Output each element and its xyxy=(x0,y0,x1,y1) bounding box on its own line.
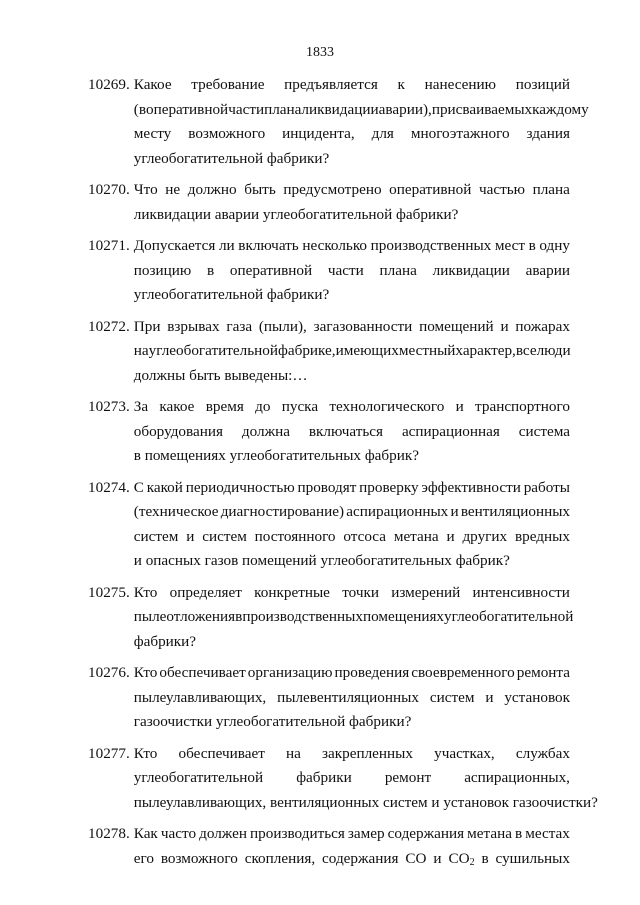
word: местах xyxy=(525,825,570,842)
question-number: 10276. xyxy=(88,664,130,681)
word: производиться xyxy=(250,825,345,842)
word: несколько xyxy=(302,237,368,254)
word: замер xyxy=(347,825,385,842)
word: люди xyxy=(536,342,571,359)
question-number: 10275. xyxy=(88,583,130,601)
question-line xyxy=(134,315,570,340)
question-line xyxy=(134,525,570,550)
word: пылеотложения xyxy=(133,608,236,625)
word: части xyxy=(327,261,364,279)
word: части xyxy=(228,100,265,118)
word: позицию xyxy=(133,261,192,279)
word: характер, xyxy=(455,342,516,359)
question-item xyxy=(88,742,598,816)
word: частью xyxy=(478,181,525,198)
word: на xyxy=(285,744,301,762)
question-number: 10271. xyxy=(88,237,130,254)
word: организацию xyxy=(247,664,333,681)
question-line xyxy=(134,122,570,147)
word: местный xyxy=(398,342,456,359)
word: многоэтажного xyxy=(410,125,510,142)
word: метана xyxy=(393,527,439,545)
word: одну xyxy=(539,237,570,254)
question-line: ликвидации аварии углеобогатительной фабрики? xyxy=(133,205,459,223)
question-line: углеобогатительной фабрики? xyxy=(133,286,330,303)
question-line xyxy=(134,581,570,606)
question-item xyxy=(88,178,570,227)
question-item xyxy=(88,581,574,655)
word: скопления, xyxy=(244,849,316,867)
word: своевременного xyxy=(411,664,515,681)
word: пылеулавливающих, xyxy=(133,688,267,706)
word: (пыли), xyxy=(258,317,307,335)
word: его xyxy=(133,849,154,867)
subscript: 2 xyxy=(469,856,475,868)
word: проводят xyxy=(297,478,357,496)
word: углеобогатительной xyxy=(133,769,264,786)
word: загазованности xyxy=(313,317,413,335)
word: на xyxy=(133,342,149,359)
word: точки xyxy=(342,583,379,601)
word: углеобогатительной xyxy=(444,608,574,625)
question-number: 10274. xyxy=(88,478,130,496)
word: помещений xyxy=(419,317,494,335)
word: Допускается xyxy=(133,237,216,254)
word: технологического xyxy=(329,398,445,415)
question-text xyxy=(134,178,570,227)
word: транспортного xyxy=(475,398,570,415)
question-line xyxy=(134,766,570,791)
word: пылевентиляционных xyxy=(277,688,419,706)
word: плана xyxy=(532,181,570,198)
word: обеспечивает xyxy=(178,744,265,762)
question-line: и опасных газов помещений углеобогатительных фабрик? xyxy=(133,552,510,569)
question-number: 10277. xyxy=(88,744,130,762)
word: ликвидации xyxy=(301,100,379,118)
word: систем xyxy=(202,527,247,545)
word: установок xyxy=(504,688,570,706)
word: службах xyxy=(515,744,570,762)
word: сушильных xyxy=(495,849,570,867)
word: требование xyxy=(191,76,265,93)
word: к xyxy=(397,76,405,93)
question-text xyxy=(134,234,570,308)
word: проверку xyxy=(359,478,419,496)
word: Как xyxy=(133,825,158,842)
word: ли xyxy=(218,237,235,254)
question-line: фабрики? xyxy=(133,632,197,650)
word: фабрике, xyxy=(278,342,336,359)
word: до xyxy=(255,398,271,415)
word: (техническое xyxy=(133,503,219,520)
word: для xyxy=(371,125,394,142)
word: Кто xyxy=(133,744,158,762)
word: ремонта xyxy=(516,664,570,681)
word: систем xyxy=(133,527,179,545)
word: оперативной xyxy=(146,100,229,118)
word: пуска xyxy=(281,398,319,415)
word: должен xyxy=(199,825,247,842)
word: работы xyxy=(523,478,570,496)
word: содержания xyxy=(387,825,465,842)
word: содержания xyxy=(322,849,399,867)
question-text xyxy=(133,581,574,655)
word: Кто xyxy=(133,583,158,601)
word: Что xyxy=(133,181,158,198)
word: позиций xyxy=(515,76,570,93)
question-line: углеобогатительной фабрики? xyxy=(133,149,330,167)
question-number: 10278. xyxy=(88,825,130,842)
word: Кто xyxy=(133,664,158,681)
word: оперативной xyxy=(389,181,472,198)
word: пожарах xyxy=(515,317,570,335)
word: оборудования xyxy=(133,422,223,440)
word: углеобогатительной xyxy=(148,342,279,359)
word: плана xyxy=(379,261,417,279)
word: все xyxy=(515,342,537,359)
word: (в xyxy=(133,100,146,118)
word: вентиляционных xyxy=(460,503,570,520)
word: аспирационных xyxy=(346,503,449,520)
question-line: пылеулавливающих, вентиляционных систем и установок газоочистки? xyxy=(133,793,598,811)
question-number: 10270. xyxy=(88,181,130,198)
word: и xyxy=(500,317,509,335)
word: в xyxy=(206,261,215,279)
question-line xyxy=(134,420,570,445)
word: часто xyxy=(160,825,197,842)
word: ликвидации xyxy=(432,261,510,279)
word: месту xyxy=(133,125,172,142)
word: аспирационная xyxy=(401,422,500,440)
word: производственных xyxy=(242,608,363,625)
word: аспирационных, xyxy=(464,769,570,786)
word: $СО_2$ xyxy=(448,849,475,868)
question-item xyxy=(88,661,570,735)
word: плана xyxy=(264,100,302,118)
word: здания xyxy=(526,125,570,142)
word: отсоса xyxy=(343,527,386,545)
word: проведения xyxy=(334,664,410,681)
word: система xyxy=(518,422,570,440)
word: измерений xyxy=(391,583,461,601)
word: и xyxy=(485,688,494,706)
question-number: 10272. xyxy=(88,317,130,335)
word: участках, xyxy=(434,744,495,762)
word: включать xyxy=(238,237,299,254)
word: взрывах xyxy=(167,317,220,335)
word: оперативной xyxy=(229,261,313,279)
question-line xyxy=(134,822,570,847)
question-line: в помещениях углеобогатительных фабрик? xyxy=(133,447,419,464)
question-number: 10273. xyxy=(88,398,130,415)
word: производственных xyxy=(370,237,492,254)
word: периодичностью xyxy=(185,478,295,496)
question-line xyxy=(134,500,570,525)
word: Какое xyxy=(133,76,172,93)
word: СО xyxy=(405,849,427,867)
word: и xyxy=(433,849,442,867)
question-item xyxy=(88,476,570,574)
word: и xyxy=(450,503,459,520)
question-number: 10269. xyxy=(88,76,130,93)
word: помещениях xyxy=(362,608,445,625)
word: метана xyxy=(467,825,512,842)
question-text xyxy=(133,73,589,171)
word: в xyxy=(235,608,243,625)
question-line xyxy=(134,73,570,98)
word: За xyxy=(133,398,149,415)
word: закрепленных xyxy=(321,744,413,762)
word: С xyxy=(133,478,144,496)
word: систем xyxy=(429,688,475,706)
question-text xyxy=(134,822,570,871)
word: имеющих xyxy=(335,342,399,359)
word: конкретные xyxy=(254,583,330,601)
question-line xyxy=(134,395,570,420)
question-item xyxy=(88,73,589,171)
word: должно xyxy=(187,181,237,198)
word: постоянного xyxy=(254,527,336,545)
word: ремонт xyxy=(384,769,432,786)
question-line xyxy=(134,742,570,767)
word: При xyxy=(133,317,161,335)
word: каждому xyxy=(532,100,589,118)
question-line xyxy=(134,234,570,259)
word: какой xyxy=(146,478,183,496)
question-item xyxy=(88,234,570,308)
question-line xyxy=(134,259,570,284)
word: нанесению xyxy=(424,76,497,93)
word: аварии), xyxy=(378,100,432,118)
word: возможного xyxy=(188,125,266,142)
word: других xyxy=(462,527,508,545)
word: в xyxy=(528,237,536,254)
question-item xyxy=(88,822,570,871)
word: возможного xyxy=(160,849,238,867)
question-line xyxy=(134,686,570,711)
question-line xyxy=(134,339,570,364)
question-item xyxy=(88,395,570,469)
word: газа xyxy=(226,317,253,335)
word: и xyxy=(186,527,195,545)
word: мест xyxy=(494,237,525,254)
question-text xyxy=(134,661,570,735)
word: аварии xyxy=(525,261,570,279)
word: в xyxy=(515,825,523,842)
word: какое xyxy=(159,398,195,415)
question-text xyxy=(133,742,598,816)
word: не xyxy=(165,181,181,198)
word: фабрики xyxy=(296,769,352,786)
word: в xyxy=(481,849,489,867)
question-line xyxy=(133,605,574,630)
word: и xyxy=(455,398,464,415)
question-text xyxy=(134,395,570,469)
question-list xyxy=(88,73,598,878)
question-line xyxy=(134,476,570,501)
word: время xyxy=(205,398,244,415)
question-line: должны быть выведены:… xyxy=(133,366,308,384)
word: эффективности xyxy=(421,478,521,496)
word: присваиваемых xyxy=(431,100,533,118)
word: должна xyxy=(241,422,290,440)
word: обеспечивает xyxy=(159,664,246,681)
question-line xyxy=(133,98,589,123)
question-text xyxy=(134,476,570,574)
page-number: 1833 xyxy=(306,45,334,60)
question-line xyxy=(134,661,570,686)
word: определяет xyxy=(169,583,242,601)
question-line xyxy=(134,847,570,872)
question-line: газоочистки углеобогатительной фабрики? xyxy=(133,713,412,730)
word: предъявляется xyxy=(284,76,378,93)
word: предусмотрено xyxy=(283,181,382,198)
question-text xyxy=(134,315,570,389)
question-item xyxy=(88,315,570,389)
question-line xyxy=(134,178,570,203)
word: быть xyxy=(244,181,276,198)
word: вредных xyxy=(514,527,570,545)
word: включаться xyxy=(308,422,384,440)
word: и xyxy=(446,527,455,545)
word: диагностирование) xyxy=(220,503,345,520)
word: инцидента, xyxy=(282,125,355,142)
word: интенсивности xyxy=(472,583,570,601)
